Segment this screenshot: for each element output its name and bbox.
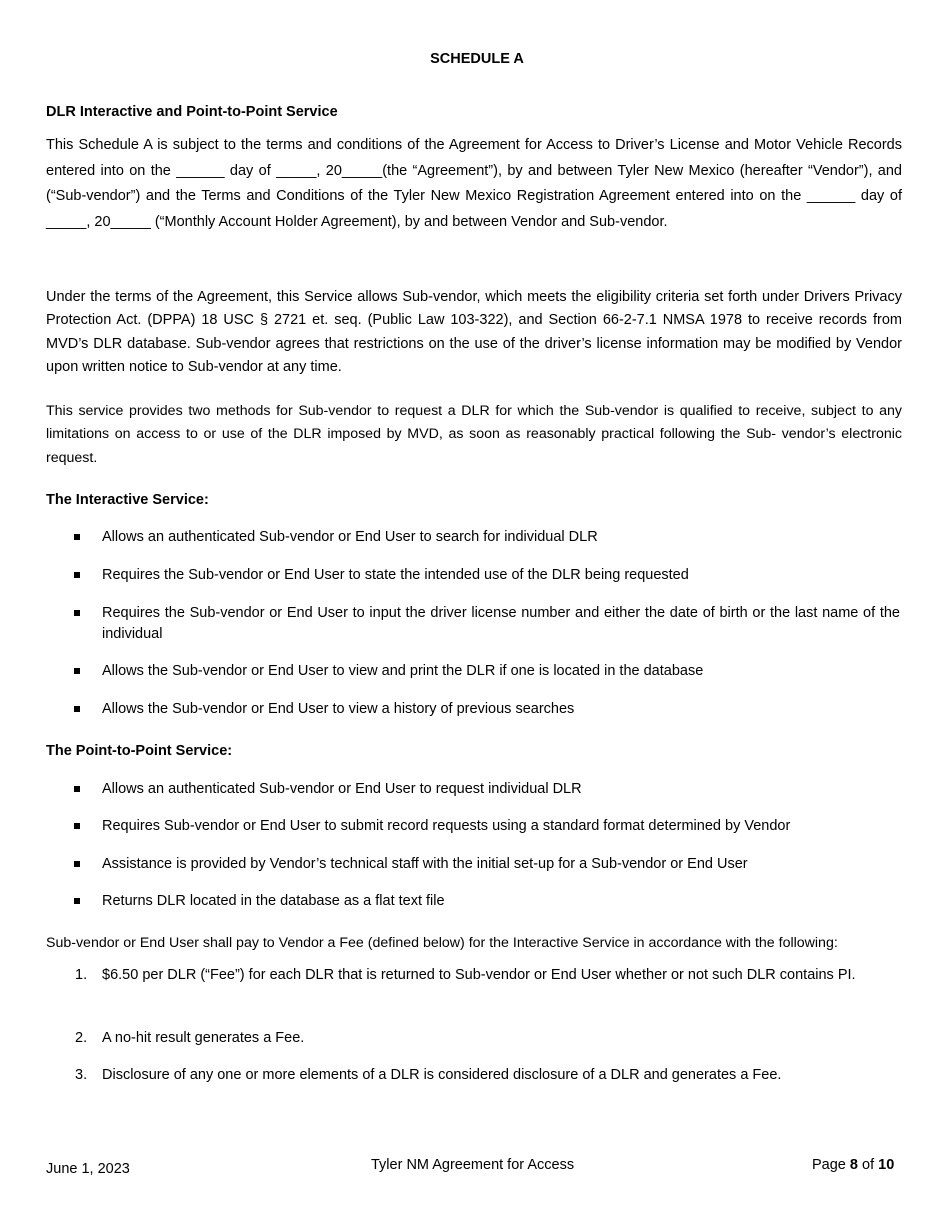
total-pages: 10 xyxy=(878,1157,895,1173)
bullet-icon xyxy=(74,706,80,712)
bullet-icon xyxy=(74,610,80,616)
of-label: of xyxy=(862,1157,875,1173)
list-item xyxy=(46,527,902,548)
list-item xyxy=(46,816,902,837)
section-heading: DLR Interactive and Point-to-Point Service xyxy=(46,104,338,120)
bullet-icon xyxy=(74,572,80,578)
footer-date: June 1, 2023 xyxy=(46,1161,130,1177)
list-item-text: Returns DLR located in the database as a flat text file xyxy=(102,893,445,909)
list-item-text: Requires the Sub-vendor or End User to input the driver license number and either the date of birth or the last name of the individual xyxy=(102,605,900,642)
list-item-text: Allows an authenticated Sub-vendor or End User to search for individual DLR xyxy=(102,529,598,545)
list-item xyxy=(46,854,902,875)
page-title: SCHEDULE A xyxy=(430,51,524,67)
fee-list-item xyxy=(46,963,902,989)
bullet-icon xyxy=(74,668,80,674)
footer-document-title: Tyler NM Agreement for Access xyxy=(371,1157,575,1173)
fee-item-number: 2. xyxy=(75,1030,88,1046)
list-item-text: Requires Sub-vendor or End User to submit record requests using a standard format determined by Vendor xyxy=(102,818,791,834)
paragraph-dppa-eligibility: Under the terms of the Agreement, this Service allows Sub-vendor, which meets the eligibility criteria set forth under Drivers Privacy Protection Act. (DPPA) 18 USC § 2721 et. seq. (Public Law 103-322), and Section 66-2-7.1 NMSA 1978 to receive records from MVD’s DLR database. Sub-vendor agrees that restrictions on the use of the driver’s license information may be modified by Vendor upon written notice to Sub-vendor at any time. xyxy=(46,289,902,375)
list-item-text: Requires the Sub-vendor or End User to state the intended use of the DLR being requested xyxy=(102,567,689,583)
interactive-service-heading: The Interactive Service: xyxy=(46,492,209,508)
list-item xyxy=(46,699,902,720)
bullet-icon xyxy=(74,861,80,867)
list-item xyxy=(46,603,902,645)
fee-intro: Sub-vendor or End User shall pay to Vendor a Fee (defined below) for the Interactive Service in accordance with the following: xyxy=(46,935,838,951)
list-item xyxy=(46,891,902,912)
paragraph-service-methods: This service provides two methods for Sub-vendor to request a DLR for which the Sub-vendor is qualified to receive, subject to any limitations on access to or use of the DLR imposed by MVD, as soon as reasonably practical following the Sub- vendor’s electronic request. xyxy=(46,403,902,466)
list-item-text: Allows an authenticated Sub-vendor or End User to request individual DLR xyxy=(102,781,582,797)
fee-item-number: 3. xyxy=(75,1067,88,1083)
fee-item-text: A no-hit result generates a Fee. xyxy=(102,1030,305,1046)
fee-item-text: Disclosure of any one or more elements of a DLR is considered disclosure of a DLR and generates a Fee. xyxy=(102,1067,782,1083)
bullet-icon xyxy=(74,823,80,829)
fee-list-item xyxy=(46,1026,902,1052)
point-to-point-service-heading: The Point-to-Point Service: xyxy=(46,743,233,759)
fee-list-item xyxy=(46,1063,902,1089)
page-label: Page xyxy=(812,1157,846,1173)
bullet-icon xyxy=(74,898,80,904)
fee-item-text: $6.50 per DLR (“Fee”) for each DLR that is returned to Sub-vendor or End User whether or not such DLR contains PI. xyxy=(102,967,856,983)
list-item xyxy=(46,661,902,682)
list-item xyxy=(46,565,902,586)
paragraph-agreement-terms: This Schedule A is subject to the terms and conditions of the Agreement for Access to Driver’s License and Motor Vehicle Records entered into on the ______ day of _____, 20_____(the “Agreement”), by and between Tyler New Mexico (hereafter “Vendor”), and (“Sub-vendor”) and the Terms and Conditions of the Tyler New Mexico Registration Agreement entered into on the ______ day of _____, 20_____ (“Monthly Account Holder Agreement), by and between Vendor and Sub-vendor. xyxy=(46,137,902,230)
footer-page-number xyxy=(812,1157,894,1173)
list-item-text: Allows the Sub-vendor or End User to view and print the DLR if one is located in the database xyxy=(102,663,704,679)
bullet-icon xyxy=(74,786,80,792)
list-item xyxy=(46,779,902,800)
bullet-icon xyxy=(74,534,80,540)
current-page: 8 xyxy=(849,1157,858,1173)
list-item-text: Assistance is provided by Vendor’s technical staff with the initial set-up for a Sub-vendor or End User xyxy=(102,856,748,872)
fee-item-number: 1. xyxy=(75,967,88,983)
list-item-text: Allows the Sub-vendor or End User to view a history of previous searches xyxy=(102,701,575,717)
